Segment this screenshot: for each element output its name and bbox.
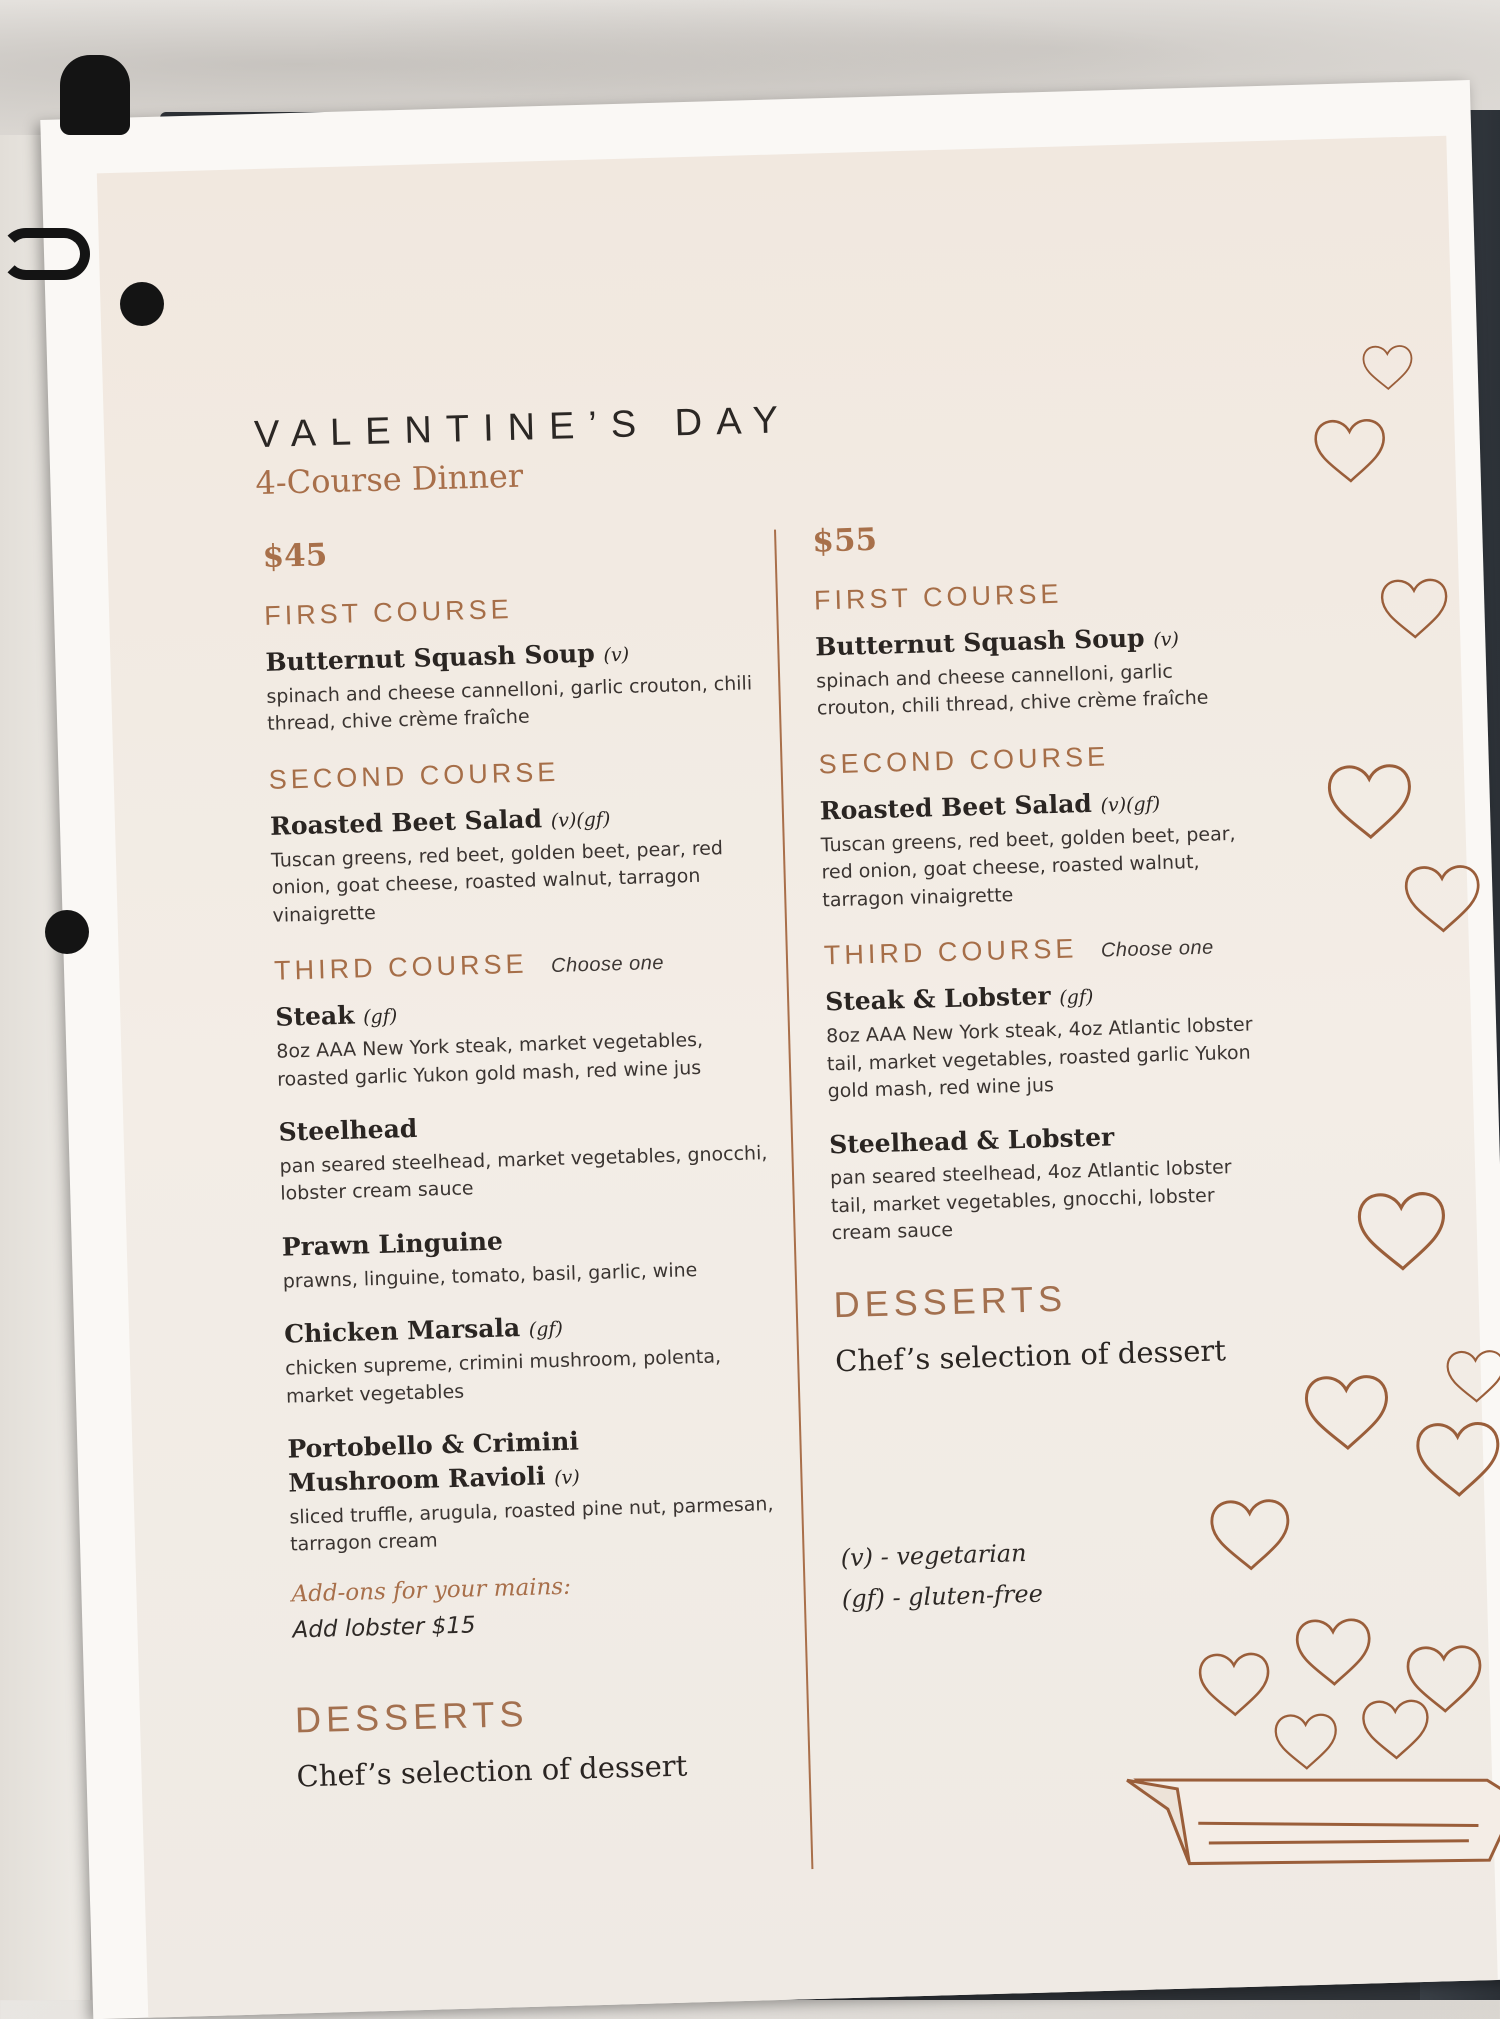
dietary-tag: (v) xyxy=(553,1466,581,1489)
binder-ring-middle-end xyxy=(45,910,89,954)
dish-description: Tuscan greens, red beet, golden beet, pear, red onion, goat cheese, roasted walnut, tarragon vinaigrette xyxy=(270,836,724,927)
dish-description: spinach and cheese cannelloni, garlic crouton, chili thread, chive crème fraîche xyxy=(266,672,753,736)
dietary-tag: (v)(gf) xyxy=(550,808,611,832)
third-course-label: THIRD COURSE xyxy=(273,948,528,986)
dish-label: Steak xyxy=(275,1000,355,1032)
first-course-heading: FIRST COURSE xyxy=(813,578,1063,616)
desserts-heading: DESSERTS xyxy=(294,1692,529,1741)
dish-description: pan seared steelhead, market vegetables, gnocchi, lobster cream sauce xyxy=(279,1141,768,1206)
heart-illustrations xyxy=(40,80,1500,2019)
dish-label: Butternut Squash Soup xyxy=(265,638,596,677)
desserts-heading: DESSERTS xyxy=(833,1277,1068,1326)
heart-icon xyxy=(1211,1500,1289,1569)
addon-lobster: Add lobster $15 xyxy=(292,1612,476,1644)
dish-label: Steelhead & Lobster xyxy=(828,1122,1115,1159)
menu-page xyxy=(40,80,1500,2019)
binder-ring-top xyxy=(0,228,90,280)
first-course-heading: FIRST COURSE xyxy=(263,593,514,631)
heart-icon xyxy=(1363,346,1412,390)
box-illustration xyxy=(1127,1769,1500,1870)
dish-description: chicken supreme, crimini mushroom, polenta, market vegetables xyxy=(284,1345,722,1408)
price-45: $45 xyxy=(262,537,328,575)
legend-gluten-free: (gf) - gluten-free xyxy=(841,1579,1044,1613)
dish-description: pan seared steelhead, 4oz Atlantic lobster tail, market vegetables, gnocchi, lobster cream sauce xyxy=(829,1156,1232,1245)
addons-label: Add-ons for your mains: xyxy=(291,1573,572,1608)
dish-label: Chicken Marsala xyxy=(283,1313,521,1349)
dish-description: 8oz AAA New York steak, 4oz Atlantic lobster tail, market vegetables, roasted garlic Yukon gold mash, red wine jus xyxy=(825,1013,1253,1103)
dish-label: Steak & Lobster xyxy=(824,981,1051,1017)
heart-icon xyxy=(1315,420,1385,482)
choose-one-note: Choose one xyxy=(1100,936,1215,962)
heart-icon xyxy=(1275,1714,1336,1769)
dish-description: prawns, linguine, tomato, basil, garlic, wine xyxy=(282,1258,698,1293)
heart-icon xyxy=(1382,579,1448,637)
heart-icon xyxy=(1406,866,1480,932)
dish-description: Tuscan greens, red beet, golden beet, pear, red onion, goat cheese, roasted walnut, tarragon vinaigrette xyxy=(820,822,1236,912)
heart-icon xyxy=(1297,1619,1371,1685)
heart-icon xyxy=(1329,765,1411,838)
dessert-description: Chef’s selection of dessert xyxy=(834,1333,1227,1379)
heart-icon xyxy=(1447,1351,1500,1402)
third-course-label: THIRD COURSE xyxy=(823,933,1078,971)
choose-one-note: Choose one xyxy=(550,952,665,978)
menu-title: VALENTINE’S DAY xyxy=(253,399,793,457)
dish-label: Roasted Beet Salad xyxy=(269,804,543,841)
dietary-tag: (v) xyxy=(1152,628,1180,652)
dish-label: Prawn Linguine xyxy=(281,1226,504,1262)
dish-description: 8oz AAA New York steak, market vegetables, roasted garlic Yukon gold mash, red wine jus xyxy=(276,1028,704,1091)
dietary-tag: (v) xyxy=(603,643,630,667)
menu-subtitle: 4-Course Dinner xyxy=(254,456,524,503)
dietary-tag: (gf) xyxy=(362,1005,398,1029)
heart-icon xyxy=(1363,1700,1429,1758)
dish-description: sliced truffle, arugula, roasted pine nut, parmesan, tarragon cream xyxy=(289,1492,774,1556)
second-course-heading: SECOND COURSE xyxy=(268,756,560,795)
heart-icon xyxy=(1359,1193,1445,1270)
dish-label: Roasted Beet Salad xyxy=(819,788,1093,826)
price-55: $55 xyxy=(811,521,878,560)
legend-vegetarian: (v) - vegetarian xyxy=(840,1539,1027,1573)
binder-clip xyxy=(60,55,130,135)
dietary-tag: (gf) xyxy=(1059,986,1094,1010)
binder-ring-top-end xyxy=(120,282,164,326)
dish-description: spinach and cheese cannelloni, garlic crouton, chili thread, chive crème fraîche xyxy=(815,660,1209,720)
heart-icon xyxy=(1417,1423,1499,1496)
dessert-description: Chef’s selection of dessert xyxy=(296,1748,688,1794)
dish-label: Butternut Squash Soup xyxy=(814,623,1145,662)
second-course-heading: SECOND COURSE xyxy=(818,741,1110,780)
dish-label: Steelhead xyxy=(278,1113,418,1147)
dietary-tag: (v)(gf) xyxy=(1100,792,1161,817)
heart-icon xyxy=(1200,1654,1270,1716)
dish-label: Portobello & Crimini Mushroom Ravioli xyxy=(287,1426,580,1498)
dietary-tag: (gf) xyxy=(528,1318,564,1342)
heart-icon xyxy=(1306,1376,1388,1449)
